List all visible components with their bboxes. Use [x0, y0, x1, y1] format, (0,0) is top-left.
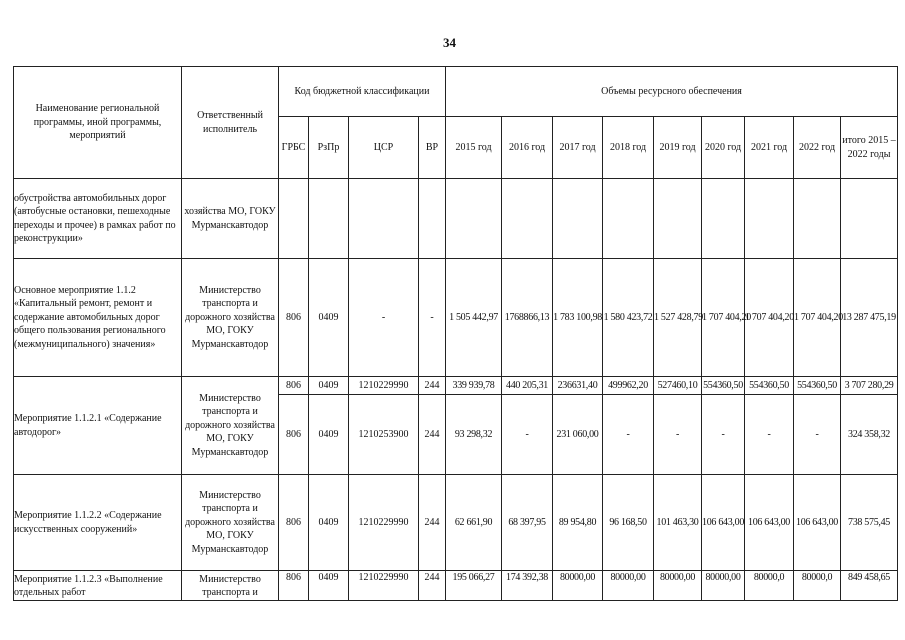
cell-2017: 231 060,00 — [553, 395, 603, 475]
cell-total: 324 358,32 — [841, 395, 898, 475]
cell-2018: 96 168,50 — [603, 475, 654, 571]
header-vr: ВР — [419, 117, 446, 179]
cell-csr: 1210253900 — [349, 395, 419, 475]
cell-2021 — [745, 179, 794, 259]
table-row — [14, 377, 898, 395]
header-row-1 — [14, 67, 898, 117]
row-name: обустройства автомобильных дорог (автобусные остановки, пешеходные переходы и прочее) в рамках работ по реконструкции» — [14, 179, 182, 259]
header-csr: ЦСР — [349, 117, 419, 179]
cell-2021: 554360,50 — [745, 377, 794, 395]
cell-vr: 244 — [419, 475, 446, 571]
cell-2022: 554360,50 — [794, 377, 841, 395]
cell-2016: 1768866,13 — [502, 259, 553, 377]
cell-2017: 236631,40 — [553, 377, 603, 395]
cell-csr: 1210229990 — [349, 475, 419, 571]
cell-2017 — [553, 179, 603, 259]
header-rzpr: РзПр — [309, 117, 349, 179]
header-name: Наименование региональной программы, иной программы, мероприятий — [14, 67, 182, 179]
cell-2019: 101 463,30 — [654, 475, 702, 571]
cell-2020: 1 707 404,20 — [702, 259, 745, 377]
cell-total: 849 458,65 — [841, 571, 898, 601]
cell-2017: 80000,00 — [553, 571, 603, 601]
row-name: Мероприятие 1.1.2.2 «Содержание искусственных сооружений» — [14, 475, 182, 571]
table-row — [14, 571, 898, 601]
row-name: Основное мероприятие 1.1.2 «Капитальный ремонт, ремонт и содержание автомобильных дорог общего пользования регионального (межмуниципального) значения» — [14, 259, 182, 377]
cell-grbs: 806 — [279, 571, 309, 601]
cell-vr — [419, 179, 446, 259]
table-row — [14, 179, 898, 259]
header-year-2020: 2020 год — [702, 117, 745, 179]
budget-table — [13, 66, 898, 601]
cell-2021: - — [745, 395, 794, 475]
cell-vr: 244 — [419, 377, 446, 395]
header-resources: Объемы ресурсного обеспечения — [446, 67, 898, 117]
row-name: Мероприятие 1.1.2.1 «Содержание автодорог» — [14, 377, 182, 475]
cell-vr: 244 — [419, 571, 446, 601]
cell-rzpr: 0409 — [309, 377, 349, 395]
cell-2020: 554360,50 — [702, 377, 745, 395]
header-year-2021: 2021 год — [745, 117, 794, 179]
header-year-2015: 2015 год — [446, 117, 502, 179]
cell-2020: 80000,00 — [702, 571, 745, 601]
cell-2019: 1 527 428,79 — [654, 259, 702, 377]
cell-csr — [349, 179, 419, 259]
cell-rzpr: 0409 — [309, 259, 349, 377]
cell-2019 — [654, 179, 702, 259]
cell-2016 — [502, 179, 553, 259]
cell-2018: 499962,20 — [603, 377, 654, 395]
row-executor: Министерство транспорта и дорожного хозяйства МО, ГОКУ Мурманскавтодор — [182, 377, 279, 475]
cell-2022: 106 643,00 — [794, 475, 841, 571]
cell-2016: 174 392,38 — [502, 571, 553, 601]
cell-2018: 1 580 423,72 — [603, 259, 654, 377]
cell-csr: - — [349, 259, 419, 377]
header-year-2022: 2022 год — [794, 117, 841, 179]
cell-2021: 80000,0 — [745, 571, 794, 601]
cell-2021: 106 643,00 — [745, 475, 794, 571]
cell-2019: 527460,10 — [654, 377, 702, 395]
cell-2018: 80000,00 — [603, 571, 654, 601]
page-number: 34 — [443, 35, 456, 50]
header-year-2018: 2018 год — [603, 117, 654, 179]
cell-2016: 440 205,31 — [502, 377, 553, 395]
cell-2016: - — [502, 395, 553, 475]
header-budget-code: Код бюджетной классификации — [279, 67, 446, 117]
cell-2017: 89 954,80 — [553, 475, 603, 571]
header-year-2017: 2017 год — [553, 117, 603, 179]
cell-2015: 93 298,32 — [446, 395, 502, 475]
cell-csr: 1210229990 — [349, 571, 419, 601]
cell-grbs: 806 — [279, 259, 309, 377]
table-row — [14, 259, 898, 377]
cell-2015: 1 505 442,97 — [446, 259, 502, 377]
cell-total: 738 575,45 — [841, 475, 898, 571]
cell-2015 — [446, 179, 502, 259]
row-name: Мероприятие 1.1.2.3 «Выполнение отдельных работ — [14, 571, 182, 601]
cell-2020: - — [702, 395, 745, 475]
row-executor: Министерство транспорта и дорожного хозяйства МО, ГОКУ Мурманскавтодор — [182, 259, 279, 377]
cell-grbs: 806 — [279, 377, 309, 395]
cell-grbs — [279, 179, 309, 259]
row-executor: хозяйства МО, ГОКУ Мурманскавтодор — [182, 179, 279, 259]
cell-2015: 339 939,78 — [446, 377, 502, 395]
cell-vr: 244 — [419, 395, 446, 475]
header-executor: Ответственный исполнитель — [182, 67, 279, 179]
row-executor: Министерство транспорта и дорожного хозяйства МО, ГОКУ Мурманскавтодор — [182, 475, 279, 571]
cell-2022: 80000,0 — [794, 571, 841, 601]
cell-vr: - — [419, 259, 446, 377]
cell-2015: 62 661,90 — [446, 475, 502, 571]
cell-2018: - — [603, 395, 654, 475]
cell-2021: 1 707 404,20 — [745, 259, 794, 377]
cell-rzpr — [309, 179, 349, 259]
cell-total: 3 707 280,29 — [841, 377, 898, 395]
table-row — [14, 475, 898, 571]
cell-csr: 1210229990 — [349, 377, 419, 395]
cell-2022: 1 707 404,20 — [794, 259, 841, 377]
cell-grbs: 806 — [279, 395, 309, 475]
cell-2019: - — [654, 395, 702, 475]
cell-2018 — [603, 179, 654, 259]
cell-2020 — [702, 179, 745, 259]
cell-2020: 106 643,00 — [702, 475, 745, 571]
header-year-2019: 2019 год — [654, 117, 702, 179]
cell-2015: 195 066,27 — [446, 571, 502, 601]
header-year-2016: 2016 год — [502, 117, 553, 179]
cell-2016: 68 397,95 — [502, 475, 553, 571]
cell-rzpr: 0409 — [309, 571, 349, 601]
header-total: итого 2015 – 2022 годы — [841, 117, 898, 179]
header-grbs: ГРБС — [279, 117, 309, 179]
cell-total — [841, 179, 898, 259]
row-executor: Министерство транспорта и — [182, 571, 279, 601]
cell-rzpr: 0409 — [309, 395, 349, 475]
cell-total: 13 287 475,19 — [841, 259, 898, 377]
cell-2022: - — [794, 395, 841, 475]
cell-rzpr: 0409 — [309, 475, 349, 571]
cell-grbs: 806 — [279, 475, 309, 571]
cell-2022 — [794, 179, 841, 259]
cell-2017: 1 783 100,98 — [553, 259, 603, 377]
cell-2019: 80000,00 — [654, 571, 702, 601]
